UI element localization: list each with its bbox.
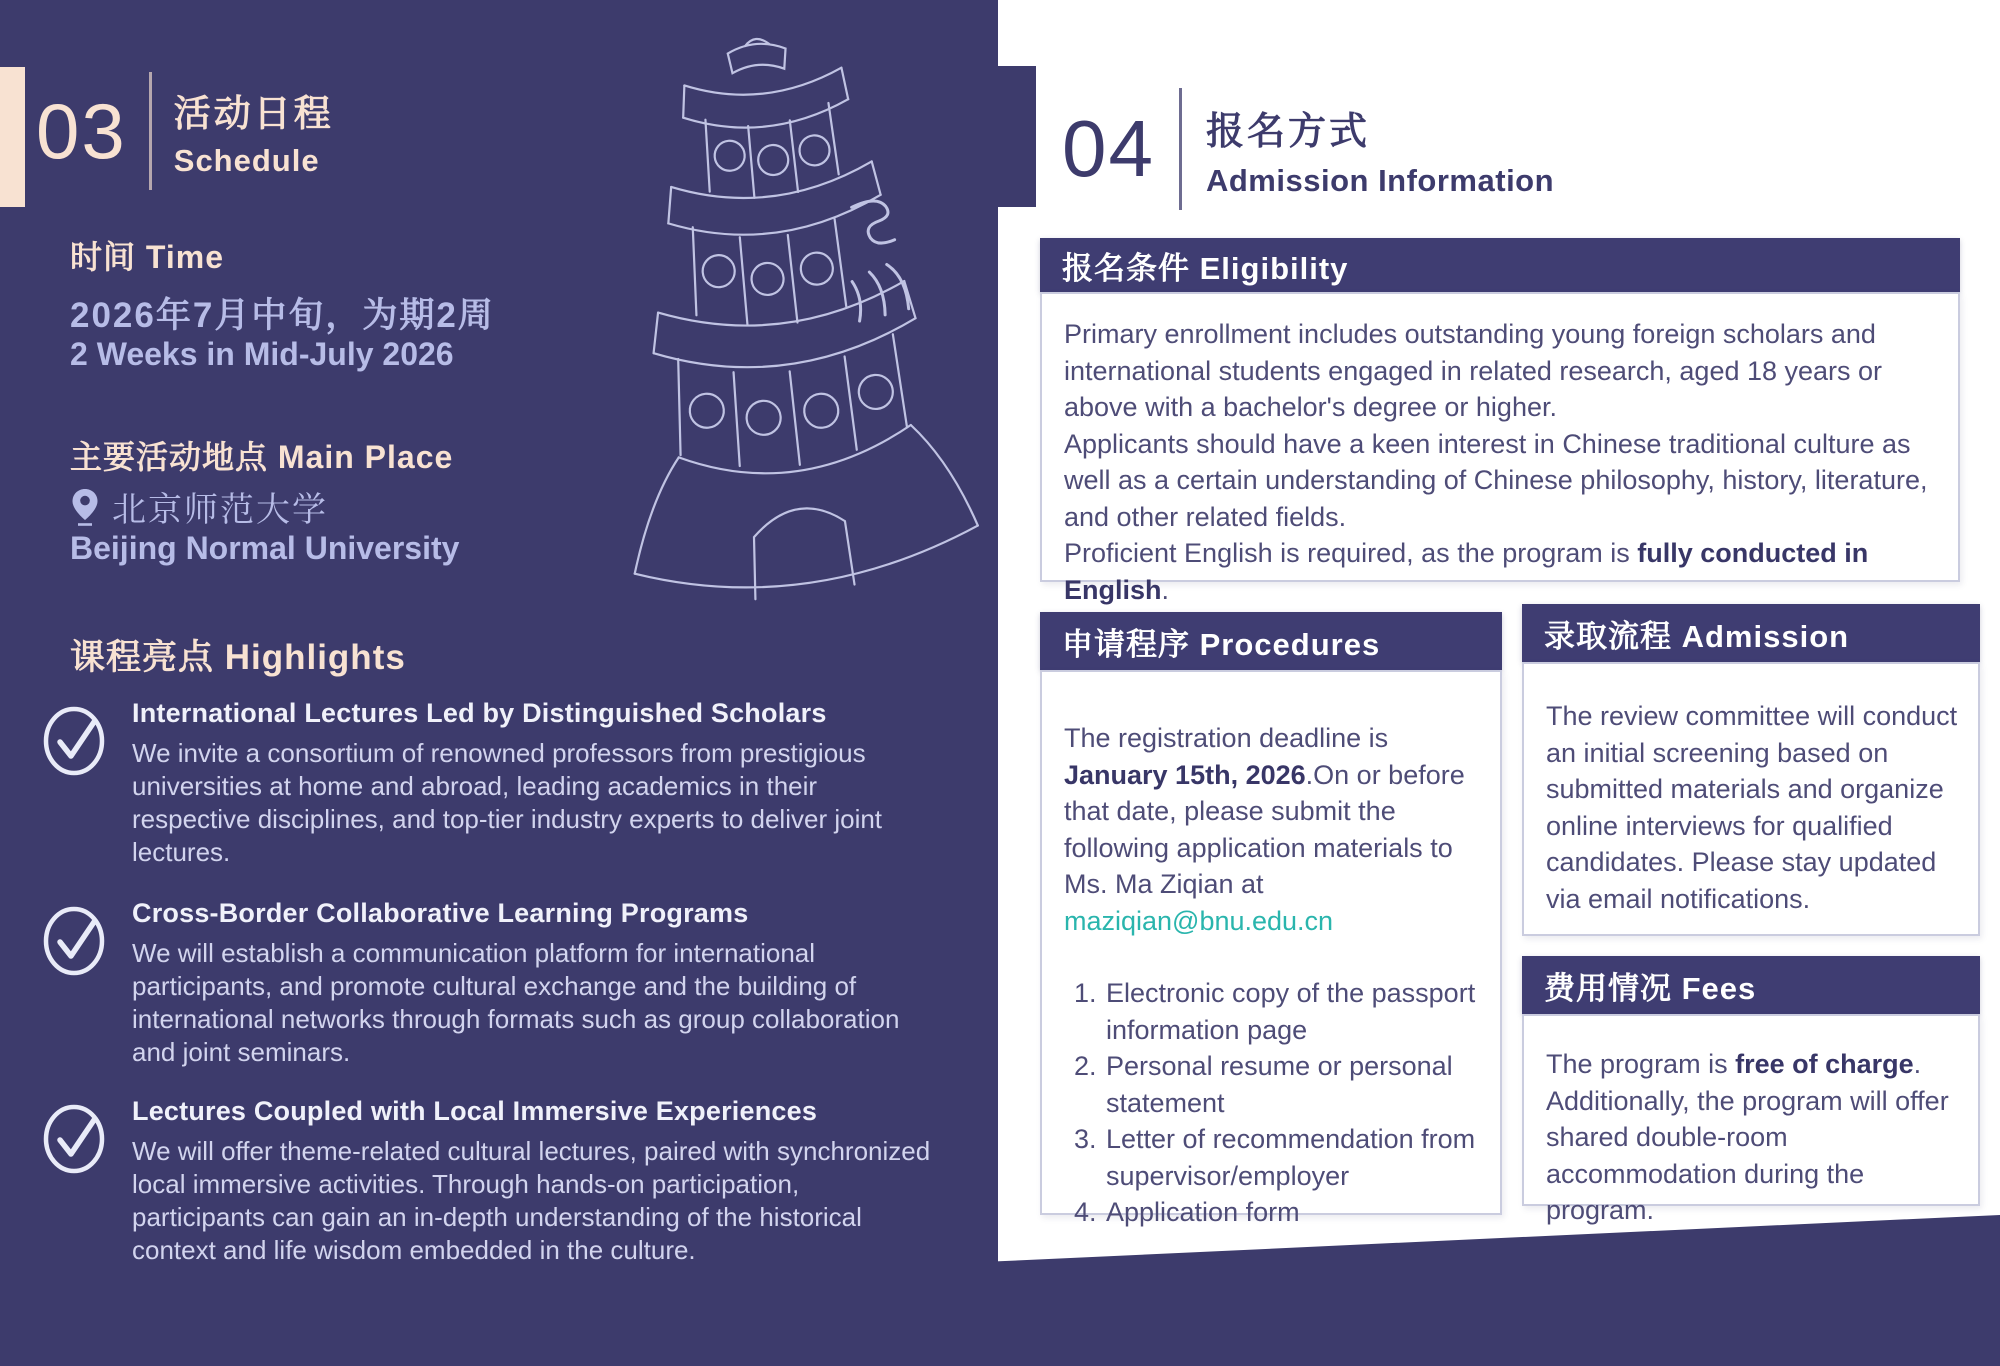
schedule-panel bbox=[0, 0, 998, 1366]
section3-title-zh: 活动日程 bbox=[173, 93, 334, 134]
list-item: 2. Personal resume or personal statement bbox=[1104, 1048, 1478, 1121]
section3-header bbox=[36, 72, 334, 190]
procedures-intro-text: The registration deadline is bbox=[1064, 723, 1389, 753]
check-circle-icon bbox=[42, 904, 106, 976]
fees-card-header: 费用情况 Fees bbox=[1522, 956, 1980, 1014]
accent-bar bbox=[0, 67, 25, 207]
bell-tower-illustration bbox=[555, 18, 1005, 618]
place-heading: 主要活动地点 Main Place bbox=[70, 439, 454, 475]
time-line-en: 2 Weeks in Mid-July 2026 bbox=[70, 336, 454, 372]
eligibility-para1: Primary enrollment includes outstanding young foreign scholars and international students engaged in related research, aged 18 years or above with a bachelor's degree or higher. bbox=[1064, 319, 1883, 422]
procedures-deadline: January 15th, 2026 bbox=[1064, 759, 1306, 790]
admission-text: The review committee will conduct an initial screening based on submitted materials and organize online interviews for qualified candidates. Please stay updated via email notifications. bbox=[1546, 701, 1958, 914]
highlight-item bbox=[42, 698, 932, 869]
section4-divider bbox=[1179, 88, 1182, 210]
place-name-zh: 北京师范大学 bbox=[112, 491, 328, 529]
section4-title-zh: 报名方式 bbox=[1205, 110, 1370, 153]
location-pin-icon bbox=[70, 487, 100, 527]
eligibility-para3-bold: fully conducted in English bbox=[1064, 538, 1869, 605]
check-circle-icon bbox=[42, 704, 106, 776]
eligibility-para3-end: . bbox=[1161, 574, 1170, 605]
section4-title-en: Admission Information bbox=[1205, 162, 1555, 198]
section3-title-en: Schedule bbox=[173, 143, 320, 178]
admission-card-body bbox=[1522, 662, 1980, 936]
list-item: 3. Letter of recommendation from supervisor/employer bbox=[1104, 1121, 1478, 1194]
procedures-intro-text2: .On or before that date, please submit the following application materials to Ms. Ma Ziqian at bbox=[1064, 759, 1465, 899]
email-link[interactable]: maziqian@bnu.edu.cn bbox=[1064, 905, 1334, 936]
procedures-card-header: 申请程序 Procedures bbox=[1040, 612, 1502, 670]
highlight-title: Cross-Border Collaborative Learning Programs bbox=[132, 898, 749, 928]
admission-card-header: 录取流程 Admission bbox=[1522, 604, 1980, 662]
eligibility-card-body bbox=[1040, 292, 1960, 605]
section4-tab bbox=[998, 66, 1036, 207]
highlight-body: We will offer theme-related cultural lectures, paired with synchronized local immersive activities. Through hands-on participation, participants can gain an in-depth understanding of the historical context and life wisdom embedded in the culture. bbox=[132, 1136, 931, 1265]
fees-text: The program is bbox=[1546, 1049, 1736, 1079]
section4-number: 04 bbox=[1062, 104, 1155, 193]
place-name-en: Beijing Normal University bbox=[70, 530, 460, 566]
time-heading: 时间 Time bbox=[70, 239, 225, 275]
list-item: 4. Application form bbox=[1104, 1194, 1478, 1231]
highlight-body: We invite a consortium of renowned professors from prestigious universities at home and abroad, leading academics in their respective disciplines, and top-tier industry experts to deliver joint lectures. bbox=[132, 738, 883, 867]
section3-divider bbox=[149, 72, 152, 190]
highlight-item bbox=[42, 898, 932, 1069]
highlights-heading: 课程亮点 Highlights bbox=[70, 638, 406, 677]
application-materials-list bbox=[1064, 975, 1478, 1231]
check-circle-icon bbox=[42, 1102, 106, 1174]
fees-free-of-charge: free of charge bbox=[1735, 1049, 1914, 1079]
eligibility-card-header: 报名条件 Eligibility bbox=[1040, 238, 1960, 292]
section3-number: 03 bbox=[36, 87, 127, 175]
highlight-title: Lectures Coupled with Local Immersive Experiences bbox=[132, 1096, 818, 1126]
highlight-body: We will establish a communication platform for international participants, and promote cultural exchange and the building of international networks through formats such as group collaboration and joint seminars. bbox=[132, 938, 900, 1067]
procedures-intro bbox=[1064, 720, 1478, 939]
fees-text-end: . Additionally, the program will offer shared double-room accommodation during the program. bbox=[1546, 1049, 1949, 1225]
procedures-card-body bbox=[1040, 670, 1502, 1227]
time-line-zh: 2026年7月中旬，为期2周 bbox=[70, 296, 495, 335]
eligibility-para3: Proficient English is required, as the program is bbox=[1064, 538, 1638, 568]
list-item: 1. Electronic copy of the passport information page bbox=[1104, 975, 1478, 1048]
eligibility-para2: Applicants should have a keen interest in Chinese traditional culture as well as a certain understanding of Chinese philosophy, history, literature, and other related fields. bbox=[1064, 428, 1928, 532]
section4-header bbox=[1062, 88, 1554, 210]
highlight-item bbox=[42, 1096, 932, 1267]
fees-card-body bbox=[1522, 1014, 1980, 1225]
highlight-title: International Lectures Led by Distinguished Scholars bbox=[132, 698, 827, 728]
